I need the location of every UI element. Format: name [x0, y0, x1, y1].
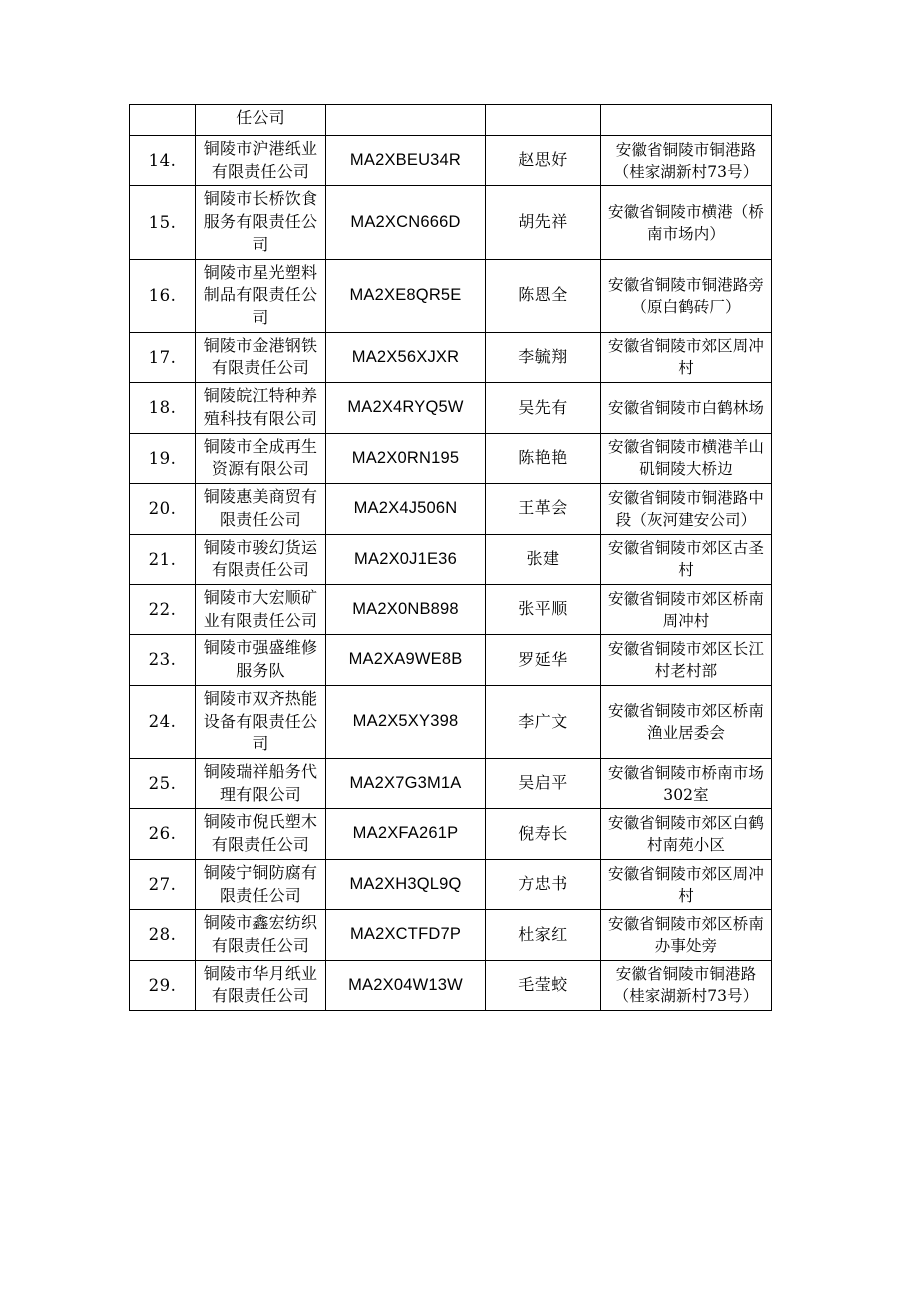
table-row — [130, 332, 772, 382]
table-row — [130, 186, 772, 259]
legal-representative: 毛莹蛟 — [486, 960, 601, 1010]
table-body — [130, 105, 772, 1011]
legal-representative: 陈恩全 — [486, 259, 601, 332]
legal-representative — [486, 105, 601, 136]
table-row — [130, 484, 772, 534]
legal-representative: 陈艳艳 — [486, 433, 601, 483]
company-name: 铜陵市沪港纸业有限责任公司 — [196, 136, 326, 186]
company-registry-table — [129, 104, 772, 1011]
table-row — [130, 534, 772, 584]
credit-code: MA2X0NB898 — [326, 584, 486, 634]
row-index: 27. — [130, 859, 196, 909]
company-name: 铜陵惠美商贸有限责任公司 — [196, 484, 326, 534]
table-row — [130, 809, 772, 859]
credit-code: MA2X5XY398 — [326, 685, 486, 758]
company-address: 安徽省铜陵市白鹤林场 — [601, 383, 772, 433]
company-address: 安徽省铜陵市郊区周冲村 — [601, 332, 772, 382]
company-address: 安徽省铜陵市铜港路旁（原白鹤砖厂） — [601, 259, 772, 332]
legal-representative: 王革会 — [486, 484, 601, 534]
row-index: 22. — [130, 584, 196, 634]
table-row — [130, 105, 772, 136]
company-address: 安徽省铜陵市郊区桥南办事处旁 — [601, 910, 772, 960]
table-row — [130, 910, 772, 960]
credit-code: MA2X0RN195 — [326, 433, 486, 483]
row-index: 17. — [130, 332, 196, 382]
credit-code: MA2XCN666D — [326, 186, 486, 259]
company-address: 安徽省铜陵市横港羊山矶铜陵大桥边 — [601, 433, 772, 483]
credit-code: MA2X4J506N — [326, 484, 486, 534]
company-name: 铜陵市全成再生资源有限公司 — [196, 433, 326, 483]
credit-code: MA2XCTFD7P — [326, 910, 486, 960]
row-index: 19. — [130, 433, 196, 483]
legal-representative: 吴先有 — [486, 383, 601, 433]
company-address — [601, 105, 772, 136]
table-row — [130, 383, 772, 433]
credit-code: MA2XE8QR5E — [326, 259, 486, 332]
company-name: 铜陵皖江特种养殖科技有限公司 — [196, 383, 326, 433]
company-name: 铜陵市强盛维修服务队 — [196, 635, 326, 685]
company-address: 安徽省铜陵市郊区古圣村 — [601, 534, 772, 584]
company-address: 安徽省铜陵市横港（桥南市场内） — [601, 186, 772, 259]
credit-code: MA2X04W13W — [326, 960, 486, 1010]
company-address: 安徽省铜陵市郊区长江村老村部 — [601, 635, 772, 685]
company-name: 铜陵市骏幻货运有限责任公司 — [196, 534, 326, 584]
credit-code: MA2XA9WE8B — [326, 635, 486, 685]
company-name: 铜陵宁铜防腐有限责任公司 — [196, 859, 326, 909]
table-row — [130, 635, 772, 685]
company-name: 铜陵市鑫宏纺织有限责任公司 — [196, 910, 326, 960]
credit-code: MA2XBEU34R — [326, 136, 486, 186]
company-address: 安徽省铜陵市铜港路（桂家湖新村73号） — [601, 960, 772, 1010]
credit-code: MA2XFA261P — [326, 809, 486, 859]
row-index: 25. — [130, 758, 196, 808]
table-row — [130, 859, 772, 909]
company-name: 铜陵市长桥饮食服务有限责任公司 — [196, 186, 326, 259]
company-address: 安徽省铜陵市铜港路（桂家湖新村73号） — [601, 136, 772, 186]
company-name: 铜陵瑞祥船务代理有限公司 — [196, 758, 326, 808]
credit-code: MA2XH3QL9Q — [326, 859, 486, 909]
row-index: 16. — [130, 259, 196, 332]
legal-representative: 赵思好 — [486, 136, 601, 186]
table-row — [130, 960, 772, 1010]
company-address: 安徽省铜陵市铜港路中段（灰河建安公司） — [601, 484, 772, 534]
credit-code: MA2X0J1E36 — [326, 534, 486, 584]
legal-representative: 胡先祥 — [486, 186, 601, 259]
row-index: 24. — [130, 685, 196, 758]
credit-code: MA2X4RYQ5W — [326, 383, 486, 433]
table-row — [130, 433, 772, 483]
legal-representative: 吴启平 — [486, 758, 601, 808]
table-row — [130, 259, 772, 332]
table-row — [130, 758, 772, 808]
company-name: 铜陵市双齐热能设备有限责任公司 — [196, 685, 326, 758]
row-index: 15. — [130, 186, 196, 259]
legal-representative: 杜家红 — [486, 910, 601, 960]
row-index: 20. — [130, 484, 196, 534]
company-name: 铜陵市星光塑料制品有限责任公司 — [196, 259, 326, 332]
row-index: 29. — [130, 960, 196, 1010]
company-address: 安徽省铜陵市桥南市场302室 — [601, 758, 772, 808]
row-index: 14. — [130, 136, 196, 186]
company-name: 铜陵市大宏顺矿业有限责任公司 — [196, 584, 326, 634]
company-name: 任公司 — [196, 105, 326, 136]
credit-code: MA2X56XJXR — [326, 332, 486, 382]
legal-representative: 李广文 — [486, 685, 601, 758]
row-index — [130, 105, 196, 136]
legal-representative: 张平顺 — [486, 584, 601, 634]
row-index: 28. — [130, 910, 196, 960]
credit-code — [326, 105, 486, 136]
company-name: 铜陵市华月纸业有限责任公司 — [196, 960, 326, 1010]
legal-representative: 张建 — [486, 534, 601, 584]
company-address: 安徽省铜陵市郊区周冲村 — [601, 859, 772, 909]
company-name: 铜陵市金港钢铁有限责任公司 — [196, 332, 326, 382]
row-index: 26. — [130, 809, 196, 859]
legal-representative: 倪寿长 — [486, 809, 601, 859]
company-address: 安徽省铜陵市郊区桥南周冲村 — [601, 584, 772, 634]
company-address: 安徽省铜陵市郊区白鹤村南苑小区 — [601, 809, 772, 859]
row-index: 23. — [130, 635, 196, 685]
row-index: 21. — [130, 534, 196, 584]
company-name: 铜陵市倪氏塑木有限责任公司 — [196, 809, 326, 859]
credit-code: MA2X7G3M1A — [326, 758, 486, 808]
table-row — [130, 685, 772, 758]
row-index: 18. — [130, 383, 196, 433]
legal-representative: 方忠书 — [486, 859, 601, 909]
company-address: 安徽省铜陵市郊区桥南渔业居委会 — [601, 685, 772, 758]
legal-representative: 罗延华 — [486, 635, 601, 685]
table-row — [130, 136, 772, 186]
table-row — [130, 584, 772, 634]
legal-representative: 李毓翔 — [486, 332, 601, 382]
